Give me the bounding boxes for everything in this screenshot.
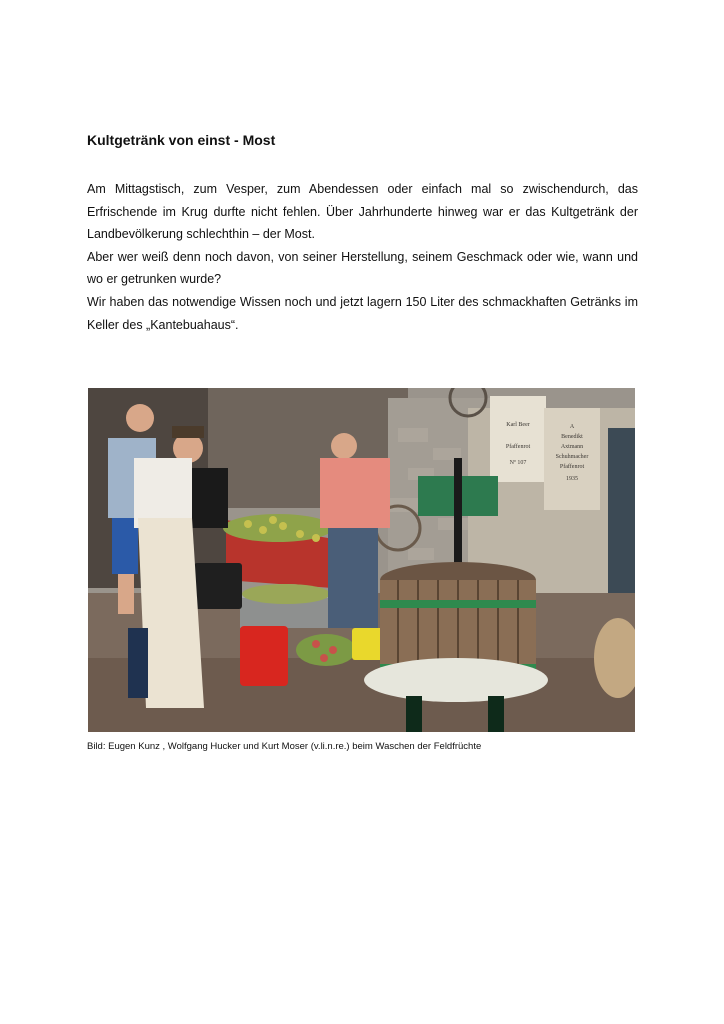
body-text [87, 178, 638, 336]
sack-label-text: Nº 107 [509, 460, 527, 466]
sack-label-text: Axtmann [560, 444, 584, 450]
sack-label-text: Karl Beer [506, 422, 530, 428]
paragraph: Wir haben das notwendige Wissen noch und jetzt lagern 150 Liter des schmackhaften Getränks im Keller des „Kantebuahaus“. [87, 294, 638, 332]
sack-label-text: Pfaffenrot [559, 464, 585, 470]
sack-label-text: Schuhmacher [555, 454, 589, 460]
photo-cider-press [88, 388, 635, 732]
photo-caption: Bild: Eugen Kunz , Wolfgang Hucker und Kurt Moser (v.li.n.re.) beim Waschen der Feldfrüchte [87, 741, 482, 752]
sack-label-text: Pfaffenrot [505, 444, 531, 450]
sack-label-text: 1935 [566, 476, 578, 482]
sack-label-text: A [569, 424, 575, 430]
paragraph: Am Mittagstisch, zum Vesper, zum Abendessen oder einfach mal so zwischendurch, das Erfrischende im Krug durfte nicht fehlen. Über Jahrhunderte hinweg war er das Kultgetränk der Landbevölkerung schlechthin – der Most. [87, 182, 638, 242]
sack-label-text: Benedikt [561, 434, 583, 440]
paragraph: Aber wer weiß denn noch davon, von seiner Herstellung, seinem Geschmack oder wie, wann und wo er getrunken wurde? [87, 249, 638, 287]
document-title: Kultgetränk von einst - Most [87, 132, 276, 148]
